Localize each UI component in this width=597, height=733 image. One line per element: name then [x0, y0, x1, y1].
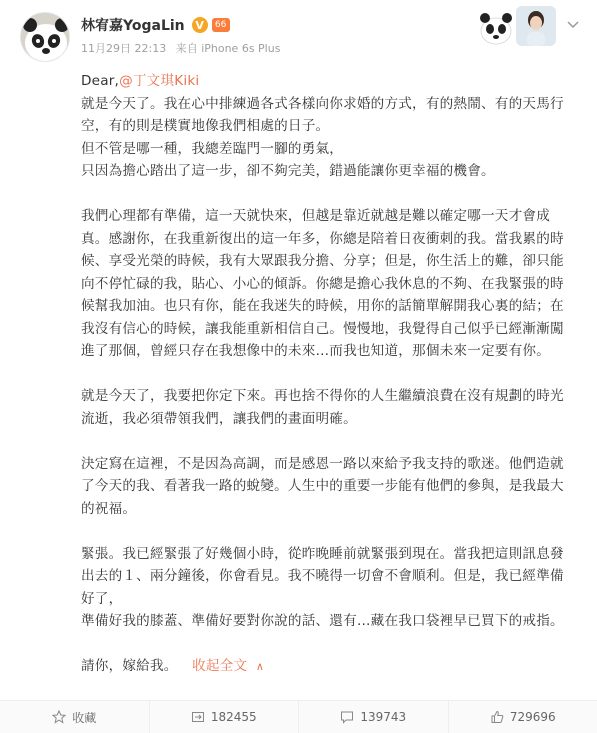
closing-text: 請你，嫁給我。: [81, 658, 178, 674]
avatar[interactable]: [20, 12, 70, 62]
collapse-link[interactable]: 收起全文: [192, 658, 248, 674]
post-line: 的祝福。: [81, 500, 137, 517]
paragraph-gap: [81, 430, 581, 453]
post-line: 但不管是哪一種，我總差臨門一腳的勇氣，: [81, 140, 344, 157]
star-icon: [52, 710, 66, 724]
post-line: 候幫我加油。也只有你，能在我迷失的時候，用你的話簡單解開我心裏的結；在: [81, 298, 564, 314]
post-line: 緊張。我已經緊張了好幾個小時，從昨晚睡前就緊張到現在。當我把這則訊息發: [81, 545, 564, 562]
post-line: 向不停忙碌的我，貼心、小心的傾訴。你總是擔心我休息的不夠、在我緊張的時: [81, 275, 564, 292]
favorite-label: 收藏: [72, 710, 97, 725]
post-line: 就是今天了，我要把你定下來。再也捨不得你的人生繼續浪費在沒有規劃的時光: [81, 388, 564, 404]
post-line: 就是今天了。我在心中排練過各式各樣向你求婚的方式，有的熱鬧、有的天馬行: [81, 95, 564, 112]
post-body: [81, 93, 581, 656]
post-line: 我沒有信心的時候，讓我能重新相信自己。慢慢地，我覺得自己似乎已經漸漸闖: [81, 320, 564, 337]
paragraph-gap: [81, 520, 581, 543]
collapse-arrow-icon[interactable]: ∧: [255, 660, 265, 673]
like-button[interactable]: [449, 701, 597, 733]
post-line: 準備好我的膝蓋、準備好要對你說的話、還有…藏在我口袋裡早已買下的戒指。: [81, 613, 564, 629]
paragraph-gap: [81, 633, 581, 656]
paragraph-gap: [81, 183, 581, 206]
profile-card-photo[interactable]: [516, 6, 556, 46]
post-line: 好了，: [81, 590, 123, 607]
post-line: 了今天的我、看著我一路的蛻變。人生中的重要一步能有他們的參與，是我最大: [81, 478, 564, 494]
paragraph-gap: [81, 363, 581, 386]
post-line: 候、享受光榮的時候，我有大眾跟我分擔、分享；但是，你生活上的難，卻只能: [81, 253, 564, 269]
verified-v-icon[interactable]: V: [192, 17, 208, 33]
post-line: 決定寫在這裡，不是因為高調，而是感恩一路以來給予我支持的歌迷。他們造就: [81, 455, 564, 472]
favorite-button[interactable]: [0, 701, 150, 733]
post-line: 進了那個，曾經只存在我想像中的未來…而我也知道，那個未來一定要有你。: [81, 343, 550, 359]
comment-icon: [340, 710, 354, 724]
person-photo-icon: [516, 6, 556, 46]
post-line: 流逝，我必須帶領我們，讓我們的畫面明確。: [81, 410, 357, 427]
post-time[interactable]: 11月29日 22:13: [81, 42, 167, 55]
like-count: 729696: [509, 710, 556, 724]
repost-count: 182455: [210, 710, 257, 724]
closing-line: [81, 655, 581, 679]
action-bar: [0, 700, 597, 733]
post-source[interactable]: 来自 iPhone 6s Plus: [175, 42, 281, 55]
mention-link[interactable]: @丁文琪Kiki: [119, 73, 200, 89]
salutation-line: [81, 70, 581, 93]
level-badge-icon[interactable]: 66: [212, 18, 230, 32]
post-line: 真。感謝你，在我重新復出的這一年多，你總是陪着日夜衝刺的我。當我累的時: [81, 230, 564, 247]
panda-card-icon[interactable]: [476, 10, 516, 46]
post-line: 出去的１、兩分鐘後，你會看見。我不曉得一切會不會順利。但是，我已經準備: [81, 568, 564, 584]
comment-count: 139743: [360, 710, 407, 724]
post-header: [0, 0, 597, 66]
panda-avatar-icon: [21, 13, 70, 62]
repost-icon: [191, 710, 205, 724]
post-content: [81, 70, 581, 679]
like-icon: [490, 710, 504, 724]
post-line: 只因為擔心踏出了這一步，卻不夠完美，錯過能讓你更幸福的機會。: [81, 163, 495, 179]
post-line: 我們心理都有準備，這一天就快來，但越是靠近就越是難以確定哪一天才會成: [81, 208, 550, 224]
comment-button[interactable]: [299, 701, 449, 733]
post-line: 空，有的則是樸實地像我們相處的日子。: [81, 118, 330, 134]
post-meta: [81, 40, 286, 56]
user-name-row: [81, 15, 230, 35]
salutation: Dear,: [81, 73, 120, 89]
repost-button[interactable]: [150, 701, 300, 733]
user-name[interactable]: 林宥嘉YogaLin: [81, 18, 185, 34]
chevron-down-icon[interactable]: [566, 17, 580, 31]
